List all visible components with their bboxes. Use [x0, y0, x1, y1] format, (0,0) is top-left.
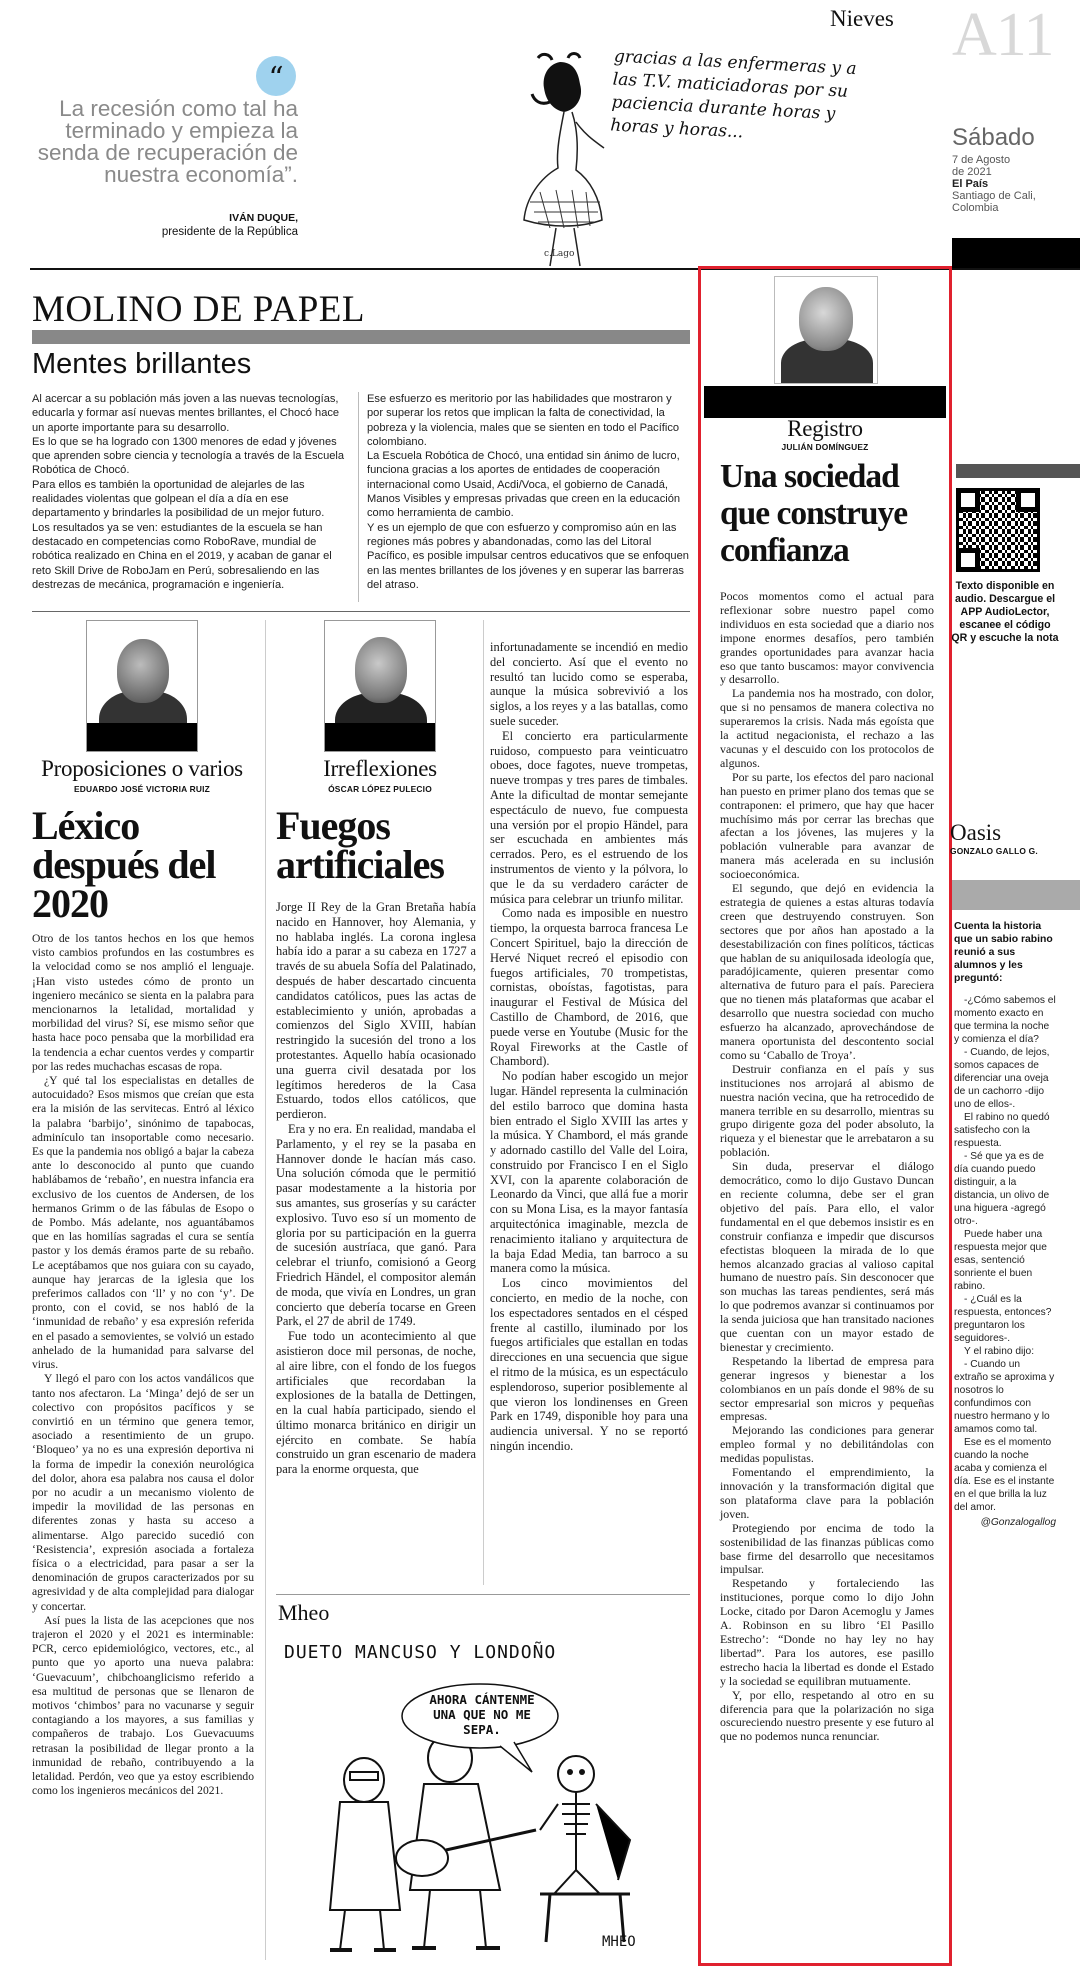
mheo-cartoon	[300, 1680, 690, 1960]
lexico-paragraph-2: ¿Y qué tal los especialistas en detalles de autocuidado? Esos mismos que creían que esta era la misión de las servitecas. Entró al léxico la palabra ‘barbijo’, sinónimo de tapabocas, adminículo tan insoportable como necesario. Es que la pandemia nos obligó a bajar la cabeza ante lo desconocido al punto que cuando hablábamos de ‘rebaño’, en nuestra infancia era exclusivo de los cuentos de Andersen, de los hermanos Grimm o de las fábulas de Esopo o de Pombo. Más adelante, nos aguantábamos que en las homilías sagradas el cura se sentía pastor y los demás éramos parte de su rebaño. Le aceptábamos que nos guiara con su cayado, aunque hay jerarcas de la iglesia que los preferimos callados con ‘ll’ y no con ‘y’. De pronto, con el covid, se nos habló de la ‘inmunidad de rebaño’ y esa expresión referida en el pasado a semovientes, se volvió un estado anhelado de la humanidad para salvarse del virus.	[32, 1074, 254, 1372]
oasis-paragraph-2: - Cuando, de lejos, somos capaces de diferenciar una oveja de un cachorro -dijo uno de ellos-.	[954, 1047, 1050, 1110]
oasis-signature: @Gonzalogallog	[980, 1517, 1056, 1528]
author-photo-dominguez	[774, 276, 878, 384]
fuegos-cont-paragraph-1: infortunadamente se incendió en medio del concierto. Así que el evento no resultó tan lucido como se esperaba, aunque la música sobrevivió a los siglos, a los reyes y a las batallas, como suele suceder.	[490, 640, 688, 728]
oasis-paragraph-6: - ¿Cuál es la respuesta, entonces? preguntaron los seguidores-.	[954, 1294, 1052, 1344]
molino-col1: Al acercar a su población más joven a las nuevas tecnologías, educarla y formar así nuevas mentes brillantes, el Chocó hace un aporte importante para su desarrollo. Es lo que se ha logrado con 1300 menores de edad y jóvenes que aprenden sobre ciencia y tecnología a través de la Escuela Robótica de Chocó. Para ellos es también la oportunidad de alejarles de las realidades violentas que golpean el día a día en ese departamento y brindarles la posibilidad de un mejor futuro. Los resultados ya se ven: estudiantes de la escuela se han destacado en competencias como RoboRave, mundial de robótica realizado en China en el 2019, y acaban de ganar el reto Skill Drive de RoboJam en Perú, sobresaliendo en las destrezas de mecánica, programación e ingeniería.	[32, 393, 345, 591]
column-rule-2	[483, 620, 484, 1585]
fuegos-cont-paragraph-4: No podían haber escogido un mejor lugar. Händel representa la culminación del estilo barroco que domina hasta bien entrado el Siglo XVIII las artes y la música. Y Chambord, el más grande y adornado castillo del Valle del Loira, construido por Francisco I en el Siglo XVI, con la aparente colaboración de Leonardo da Vinci, que allá fue a morir con su Mona Lisa, es la mayor fantasía arquitectónica imaginable, mezcla de renacimiento italiano y arquitectura de la baja Edad Media, tan barroco a su manera como la música.	[490, 1069, 688, 1276]
city-label: Santiago de Cali,	[952, 190, 1036, 202]
fuegos-cont-paragraph-2: El concierto era particularmente ruidoso, compuesto para veinticuatro oboes, doce fagotes, nueve trompetas, nueve trompas y tres pares de timbales. Ante la dificultad de montar semejante espectáculo de nuevo, fue compuesta una versión por el propio Händel, para ser escuchada en ambientes más cerrados. Pero, es el estruendo de los instrumentos de viento y la pólvora, lo que le da su verdadero carácter de música para celebrar un triunfo militar.	[490, 728, 688, 906]
fuegos-cont-paragraph-3: Como nada es imposible en nuestro tiempo, la orquesta barroca francesa Le Concert Spirituel, bajo la dirección de Hervé Niquet recreó el episodio con fuegos artificiales, 70 trompetistas, cornistas, oboístas, fagotistas, para inaugurar el Festival de Música del Castillo de Chambord, de 2016, que puede verse en Youtube (Music for the Royal Fireworks at the Castle of Chambord).	[490, 906, 688, 1069]
molino-section-title: MOLINO DE PAPEL	[32, 289, 365, 330]
cartoon-top-rule	[276, 1594, 690, 1595]
fuegos-paragraph-2: Era y no era. En realidad, mandaba el Parlamento, y el rey se la pasaba en Hannover donde le hacían más caso. Una solución cómoda que le permitió pasar modestamente a la historia por sus amantes, sus groserías y su carácter explosivo. Tuvo eso sí un momento de gloria por su participación en la guerra de sucesión austríaca, que ganó. Para celebrar el triunfo, comisionó a Georg Friedrich Händel, el compositor alemán de moda, que vivía en Londres, un gran concierto que debería tocarse en Green Park, el 27 de abril de 1749.	[276, 1121, 476, 1329]
lexico-column-name: Proposiciones o varios	[41, 756, 243, 781]
fuegos-paragraph-1: Jorge II Rey de la Gran Bretaña había nacido en Hannover, hoy Alemania, y no hablaba inglés. La corona inglesa había ido a parar a su cabeza en 1727 a través de su abuela Sofía del Palatinado, después de haber descartado cincuenta candidatos católicos, pues las actas de establecimiento y unión, aprobadas a comienzos del Siglo XVIII, habían restringido la sucesión del trono a los protestantes. Aquello había ocasionado una guerra civil desatada por los legítimos herederos de la Casa Estuardo, todos ellos católicos, que perdieron.	[276, 900, 476, 1122]
cartoon-title: DUETO MANCUSO Y LONDOÑO	[284, 1642, 557, 1663]
cartoon-speech-bubble: AHORA CÁNTENME UNA QUE NO ME SEPA.	[429, 1692, 535, 1737]
quote-author: IVÁN DUQUE,	[229, 212, 298, 224]
registro-paragraph-9: Fomentando el emprendimiento, la innovación y la transformación digital que son plataforma clave para la población joven.	[720, 1465, 934, 1521]
quote-text: La recesión como tal ha terminado y empieza la senda de recuperación de nuestra economía”.	[37, 96, 298, 187]
fuegos-paragraph-3: Fue todo un acontecimiento al que asistieron doce mil personas, de noche, al aire libre, con el fondo de los fuegos artificiales que recordaban la explosiones de la batalla de Dettingen, en la cual había participado, siendo el último monarca británico en dirigir un ejército en combate. Se había construido un gran escenario de madera para la enorme orquesta, que	[276, 1329, 476, 1477]
registro-paragraph-12: Y, por ello, respetando al otro en su diferencia para que la polarización no siga oscureciendo nuestro presente y ese futuro al que no podemos nunca renunciar.	[720, 1687, 934, 1744]
quote-mark-icon: “	[256, 56, 296, 96]
sidebar-gray-bar	[956, 464, 1080, 478]
oasis-paragraph-5: Puede haber una respuesta mejor que esas, sentenció sonriente el buen rabino.	[954, 1229, 1047, 1292]
registro-paragraph-2: La pandemia nos ha mostrado, con dolor, que si no pensamos de manera colectiva no superaremos la crisis. Nada más egoísta que la actitud negacionista, el rechazo a las vacunas y el descuido con los protocolos de algunos.	[720, 686, 934, 770]
fuegos-author: ÓSCAR LÓPEZ PULECIO	[328, 784, 432, 794]
cartoon-signature-mheo: MHEO	[602, 1934, 636, 1950]
molino-gray-rule	[32, 330, 690, 344]
oasis-gray-bar	[952, 880, 1080, 910]
registro-paragraph-4: El segundo, que dejó en evidencia la estrategia de quienes a estas alturas todavía creen que destruyendo construyen. Son sectores que por años han apostado a la desestabilización con fines políticos, tácticas que hablan de su aniquilosada ideología que, paradójicamente, quieren presentar como alternativa de futuro para el país. Pareciera que no tienen más plataformas que acabar el desarrollo que nuestra sociedad con mucho esfuerzo ha alcanzado, aprovechándose de manera oportunista del descontento social como su ‘Caballo de Troya’.	[720, 881, 934, 1062]
registro-paragraph-3: Por su parte, los efectos del paro nacional han puesto en primer plano dos temas que se contraponen: el primero, que hay que hacer muchísimo más por cerrar las brechas que afectan a los jóvenes, las mujeres y la población vulnerable para avanzar de manera más acelerada en su inclusión socioeconómica.	[720, 769, 934, 882]
registro-paragraph-5: Destruir confianza en el país y sus instituciones nos arrojará al abismo de nuestra nación vecina, que ha retrocedido de manera terrible en su desarrollo, mientras su grupo dirigente goza del poder absoluto, la riqueza y el bienestar que le arrebataron a su población.	[720, 1061, 934, 1160]
molino-col2: Ese esfuerzo es meritorio por las habilidades que mostraron y por superar los retos que implican la falta de conectividad, la pobreza y la violencia, males que se sienten en todo el Pacífico colombiano. La Escuela Robótica de Chocó, una entidad sin ánimo de lucro, funciona gracias a los aportes de entidades de cooperación internacional como Usaid, Acdi/Voca, el gobierno de Canadá, Manos Visibles y empresas privadas que creen en la educación como herramienta de cambio. Y es un ejemplo de que con esfuerzo y compromiso aún en las regiones más pobres y abandonadas, como las del Litoral Pacífico, es posible impulsar centros educativos que se enfoquen en las mentes brillantes de los jóvenes y en superar las barreras del atraso.	[367, 393, 689, 591]
oasis-lead: Cuenta la historia que un sabio rabino reunió a sus alumnos y les preguntó:	[954, 921, 1053, 984]
registro-body	[720, 590, 934, 1744]
lexico-headline: Léxico después del 2020	[32, 803, 216, 926]
country-label: Colombia	[952, 202, 999, 214]
lexico-paragraph-3: Y llegó el paro con los actos vandálicos que tanto nos afectaron. La ‘Minga’ dejó de ser un colectivo con propósitos pacíficos y se convirtió en un término que genera temor, asociado a resentimiento de un grupo. ‘Bloqueo’ ya no es una expresión deportiva ni la forma de impedir la conexión neurológica del dolor, ahora esa palabra nos causa el dolor por no acudir a un mecanismo violento de impedir la movilidad de las personas en diferentes zonas y hasta su acceso a alimentarse. Algo parecido sucedió con ‘Resistencia’, expresión asociada a fortaleza física o a electricidad, para pasar a ser la denominación de grupos caracterizados por su agresividad y de alta complejidad para dialogar y concertar.	[32, 1372, 254, 1613]
qr-caption: Texto disponible en audio. Descargue el APP AudioLector, escanee el código QR y escuche la nota	[951, 580, 1059, 644]
black-tab	[952, 238, 1080, 268]
oasis-paragraph-3: El rabino no quedó satisfecho con la respuesta.	[954, 1112, 1050, 1149]
qr-finders	[956, 488, 1040, 572]
top-cartoon	[520, 46, 900, 276]
fuegos-column-name: Irreflexiones	[323, 756, 437, 781]
registro-paragraph-1: Pocos momentos como el actual para reflexionar sobre nuestro papel como individuos en esta sociedad que a diario nos impone enormes desafíos, pero también grandes oportunidades para avanzar hacia eso que tanto buscamos: mayor convivencia y desarrollo.	[720, 589, 934, 687]
lexico-paragraph-1: Otro de los tantos hechos en los que hemos visto cambios profundos en las costumbres es la velocidad como se nos amplió el lenguaje. ¡Han visto ustedes cómo de pronto un ingeniero mecánico se sienta en la palabra para mencionarnos la letalidad, mortalidad y morbilidad del virus? Sí, ese mismo señor que hasta hace poco pensaba que la morbilidad era la tendencia a echar cuentos verdes y compartir por las redes muchachas escasas de ropa.	[32, 932, 254, 1073]
date-label: 7 de Agosto	[952, 154, 1011, 166]
registro-paragraph-10: Protegiendo por encima de todo la sostenibilidad de las finanzas públicas como base firme del desarrollo que necesitamos impulsar.	[720, 1520, 934, 1577]
molino-bottom-rule	[32, 611, 690, 612]
lexico-author: EDUARDO JOSÉ VICTORIA RUIZ	[74, 784, 210, 794]
cartoon-signature: c.Lago	[544, 249, 575, 259]
column-rule-1	[265, 620, 266, 1960]
lexico-body	[32, 932, 254, 1798]
author-photo-victoria	[86, 620, 198, 752]
lexico-paragraph-4: Así pues la lista de las acepciones que nos trajeron el 2020 y el 2021 es interminable: PCR, cerco epidemiológico, vectores, etc., al punto que yo aporto una nueva palabra: ‘Guevacuum’, chibchoanglicismo referido a esa multitud de personas que se llenaron de motivos ‘chimbos’ para no vacunarse y seguir contagiando a los mayores, a sus familias y compañeros de trabajo. Los Guevacuums retrasan la posibilidad de llegar pronto a la inmunidad de rebaño, contribuyendo a la letalidad. Perdón, veo que ya estoy escribiendo como los ingenieros mecánicos del 2021.	[32, 1613, 254, 1798]
registro-paragraph-11: Respetando y fortaleciendo las instituciones, porque como lo dijo John Locke, citado por Daron Acemoglu y James A. Robinson en su libro ‘El Pasillo Estrecho’: “Donde no hay ley no hay libertad”. Para los autores, ese pasillo estrecho hacia la libertad es donde el Estado y la sociedad se equilibran mutuamente.	[720, 1576, 934, 1688]
molino-divider	[358, 392, 359, 602]
cartoon-artist: Mheo	[278, 1600, 330, 1625]
date-block	[952, 124, 1080, 214]
oasis-author: GONZALO GALLO G.	[950, 846, 1038, 856]
oasis-column-name: Oasis	[950, 820, 1002, 845]
fuegos-body	[276, 900, 476, 1477]
section-title: Nieves	[830, 6, 894, 31]
oasis-paragraph-8: - Cuando un extraño se aproxima y nosotros lo confundimos con nuestro hermano y lo amamos como tal.	[954, 1359, 1055, 1435]
oasis-paragraph-7: Y el rabino dijo:	[964, 1346, 1035, 1357]
oasis-body	[954, 994, 1056, 1529]
cartoon-handwriting: gracias a las enfermeras y a las T.V. maticiadoras por su paciencia durante horas y horas y horas...	[609, 46, 858, 143]
oasis-paragraph-1: -¿Cómo sabemos el momento exacto en que termina la noche y comienza el día?	[954, 995, 1056, 1045]
oasis-paragraph-9: Ese es el momento cuando la noche acaba y comienza el día. Ese es el instante en el que brilla la luz del amor.	[954, 1437, 1055, 1513]
paper-name: El País	[952, 178, 989, 190]
oasis-paragraph-4: - Sé que ya es de día cuando puedo distinguir, a la distancia, un olivo de una higuera -agregó otro-.	[954, 1151, 1050, 1227]
registro-paragraph-6: Sin duda, preservar el diálogo democrático, como lo dijo Gustavo Duncan en reciente columna, debe ser el gran objetivo del país. Para ello, el valor fundamental en el que debemos insistir es en construir confianza e impedir que discursos efectistas bloqueen la mirada de lo que hemos alcanzado gracias al valioso capital humano de nuestro país. Sin desconocer que son muchas las tareas pendientes, será más lo que podremos avanzar si continuamos por la senda juiciosa que han transitado naciones que cuentan con un mayor estado de bienestar y crecimiento.	[720, 1159, 934, 1354]
quote-role: presidente de la República	[161, 226, 298, 238]
registro-paragraph-7: Respetando la libertad de empresa para generar ingresos y bienestar a los colombianos en un país donde el 98% de su sector empresarial son micros y pequeñas empresas.	[720, 1353, 934, 1424]
year-label: de 2021	[952, 166, 992, 178]
registro-black-bar	[704, 386, 946, 418]
author-photo-lopez	[324, 620, 436, 752]
fuegos-cont-paragraph-5: Los cinco movimientos del concierto, en medio de la noche, con los espectadores sentados en el césped frente al castillo, iluminado por los fuegos artificiales que estallan en todas direcciones en una secuencia que sigue el ritmo de la música, es un espectáculo esplendoroso, superior posiblemente al que vieron los londinenses en Green Park en 1749, disponible hoy para una audiencia universal. Y no se reportó ningún incendio.	[490, 1276, 688, 1454]
day-label: Sábado	[952, 124, 1035, 151]
registro-headline: Una sociedad que construye confianza	[720, 458, 908, 569]
registro-author: JULIÁN DOMÍNGUEZ	[781, 442, 869, 452]
registro-column-name: Registro	[787, 416, 863, 441]
registro-paragraph-8: Mejorando las condiciones para generar empleo formal y no debilitándolas con medidas populistas.	[720, 1423, 934, 1466]
fuegos-body-continued	[490, 640, 688, 1454]
page-number: A11	[952, 1, 1054, 69]
molino-title: Mentes brillantes	[32, 348, 252, 380]
fuegos-headline: Fuegos artificiales	[276, 803, 444, 887]
